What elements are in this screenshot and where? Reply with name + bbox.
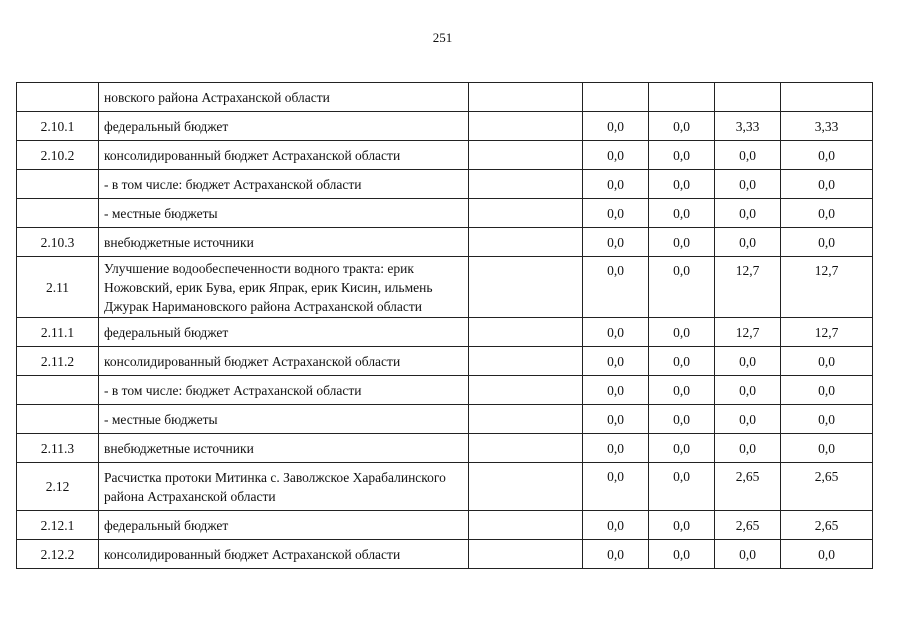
row-name: федеральный бюджет xyxy=(99,112,469,141)
value-cell: 0,0 xyxy=(583,347,649,376)
row-name: Расчистка протоки Митинка с. Заволжское Харабалинского района Астраханской области xyxy=(99,463,469,511)
table-row xyxy=(17,405,873,434)
value-cell: 0,0 xyxy=(781,434,873,463)
row-name: - местные бюджеты xyxy=(99,405,469,434)
table-row xyxy=(17,112,873,141)
row-code: 2.11 xyxy=(17,257,99,318)
empty-cell xyxy=(469,434,583,463)
row-code xyxy=(17,170,99,199)
table-row xyxy=(17,170,873,199)
row-name: консолидированный бюджет Астраханской области xyxy=(99,540,469,569)
value-cell: 0,0 xyxy=(583,405,649,434)
table-row xyxy=(17,511,873,540)
value-cell xyxy=(781,83,873,112)
value-cell: 0,0 xyxy=(649,228,715,257)
row-code xyxy=(17,376,99,405)
empty-cell xyxy=(469,511,583,540)
row-code: 2.10.1 xyxy=(17,112,99,141)
empty-cell xyxy=(469,347,583,376)
value-cell: 0,0 xyxy=(649,376,715,405)
row-name: - в том числе: бюджет Астраханской области xyxy=(99,376,469,405)
table-row xyxy=(17,376,873,405)
empty-cell xyxy=(469,540,583,569)
value-cell: 0,0 xyxy=(781,347,873,376)
value-cell: 0,0 xyxy=(649,199,715,228)
empty-cell xyxy=(469,228,583,257)
value-cell xyxy=(715,83,781,112)
value-cell: 0,0 xyxy=(781,228,873,257)
value-cell: 0,0 xyxy=(715,434,781,463)
empty-cell xyxy=(469,112,583,141)
value-cell: 2,65 xyxy=(781,511,873,540)
value-cell: 0,0 xyxy=(583,112,649,141)
value-cell: 12,7 xyxy=(715,257,781,318)
value-cell: 0,0 xyxy=(583,434,649,463)
row-name: консолидированный бюджет Астраханской области xyxy=(99,347,469,376)
value-cell: 0,0 xyxy=(583,318,649,347)
row-name: федеральный бюджет xyxy=(99,511,469,540)
row-code: 2.12.1 xyxy=(17,511,99,540)
row-code: 2.10.3 xyxy=(17,228,99,257)
table-row xyxy=(17,199,873,228)
row-code xyxy=(17,199,99,228)
value-cell: 0,0 xyxy=(715,141,781,170)
value-cell: 0,0 xyxy=(781,170,873,199)
row-code: 2.11.2 xyxy=(17,347,99,376)
value-cell: 0,0 xyxy=(715,199,781,228)
table-row xyxy=(17,347,873,376)
empty-cell xyxy=(469,83,583,112)
row-code xyxy=(17,405,99,434)
value-cell: 0,0 xyxy=(649,318,715,347)
value-cell: 2,65 xyxy=(781,463,873,511)
value-cell: 0,0 xyxy=(583,463,649,511)
empty-cell xyxy=(469,318,583,347)
row-name: федеральный бюджет xyxy=(99,318,469,347)
value-cell xyxy=(649,83,715,112)
value-cell: 0,0 xyxy=(649,463,715,511)
row-name: внебюджетные источники xyxy=(99,228,469,257)
value-cell: 0,0 xyxy=(583,141,649,170)
value-cell: 0,0 xyxy=(781,405,873,434)
row-name: - местные бюджеты xyxy=(99,199,469,228)
value-cell: 0,0 xyxy=(583,511,649,540)
value-cell: 3,33 xyxy=(781,112,873,141)
value-cell: 0,0 xyxy=(649,405,715,434)
row-code: 2.11.3 xyxy=(17,434,99,463)
value-cell xyxy=(583,83,649,112)
value-cell: 0,0 xyxy=(583,228,649,257)
value-cell: 12,7 xyxy=(715,318,781,347)
value-cell: 0,0 xyxy=(715,347,781,376)
value-cell: 0,0 xyxy=(583,170,649,199)
value-cell: 0,0 xyxy=(781,199,873,228)
value-cell: 2,65 xyxy=(715,511,781,540)
value-cell: 0,0 xyxy=(715,405,781,434)
row-code: 2.11.1 xyxy=(17,318,99,347)
empty-cell xyxy=(469,257,583,318)
table-row xyxy=(17,434,873,463)
value-cell: 0,0 xyxy=(583,376,649,405)
value-cell: 12,7 xyxy=(781,257,873,318)
empty-cell xyxy=(469,463,583,511)
value-cell: 3,33 xyxy=(715,112,781,141)
table-row xyxy=(17,257,873,318)
empty-cell xyxy=(469,405,583,434)
value-cell: 0,0 xyxy=(781,141,873,170)
value-cell: 0,0 xyxy=(583,199,649,228)
table-row xyxy=(17,141,873,170)
value-cell: 12,7 xyxy=(781,318,873,347)
value-cell: 2,65 xyxy=(715,463,781,511)
row-name: новского района Астраханской области xyxy=(99,83,469,112)
row-name: консолидированный бюджет Астраханской области xyxy=(99,141,469,170)
value-cell: 0,0 xyxy=(649,141,715,170)
value-cell: 0,0 xyxy=(715,540,781,569)
table-row xyxy=(17,318,873,347)
value-cell: 0,0 xyxy=(715,376,781,405)
table-row xyxy=(17,228,873,257)
value-cell: 0,0 xyxy=(649,112,715,141)
row-code xyxy=(17,83,99,112)
budget-table xyxy=(16,82,873,569)
value-cell: 0,0 xyxy=(649,257,715,318)
table-row xyxy=(17,83,873,112)
empty-cell xyxy=(469,141,583,170)
value-cell: 0,0 xyxy=(649,170,715,199)
value-cell: 0,0 xyxy=(649,540,715,569)
value-cell: 0,0 xyxy=(649,347,715,376)
row-code: 2.10.2 xyxy=(17,141,99,170)
row-code: 2.12 xyxy=(17,463,99,511)
empty-cell xyxy=(469,376,583,405)
value-cell: 0,0 xyxy=(715,170,781,199)
page-number: 251 xyxy=(432,30,453,45)
value-cell: 0,0 xyxy=(583,540,649,569)
table-row xyxy=(17,463,873,511)
value-cell: 0,0 xyxy=(583,257,649,318)
table-row xyxy=(17,540,873,569)
row-name: внебюджетные источники xyxy=(99,434,469,463)
empty-cell xyxy=(469,199,583,228)
empty-cell xyxy=(469,170,583,199)
row-code: 2.12.2 xyxy=(17,540,99,569)
value-cell: 0,0 xyxy=(715,228,781,257)
value-cell: 0,0 xyxy=(781,376,873,405)
value-cell: 0,0 xyxy=(649,511,715,540)
row-name: - в том числе: бюджет Астраханской области xyxy=(99,170,469,199)
value-cell: 0,0 xyxy=(649,434,715,463)
row-name: Улучшение водообеспеченности водного тракта: ерик Ножовский, ерик Бува, ерик Япрак, ерик Кисин, ильмень Джурак Наримановского района Астраханской области xyxy=(99,257,469,318)
value-cell: 0,0 xyxy=(781,540,873,569)
